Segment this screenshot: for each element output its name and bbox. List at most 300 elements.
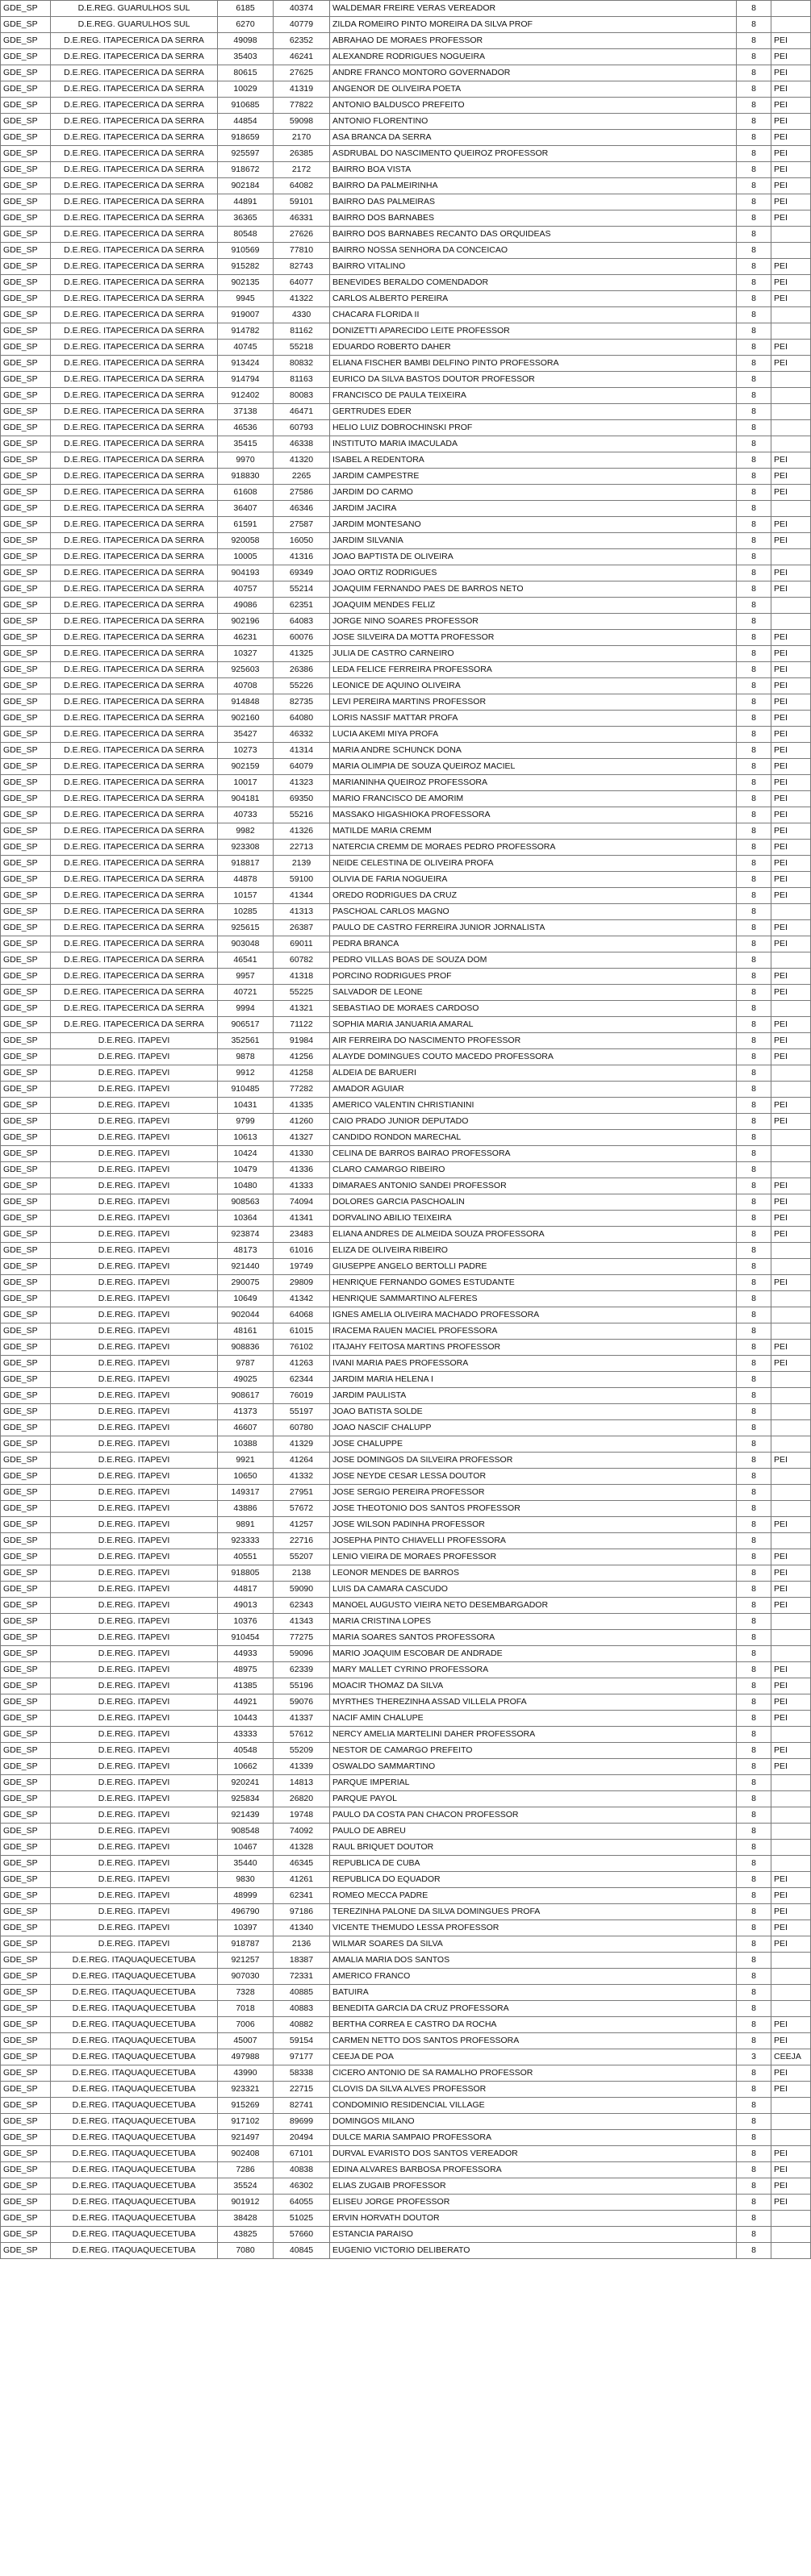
cell-program: PEI — [771, 1033, 811, 1049]
cell-school-name: BERTHA CORREA E CASTRO DA ROCHA — [330, 2017, 737, 2033]
cell-count: 8 — [737, 662, 771, 678]
cell-code: 46536 — [218, 420, 274, 436]
cell-school-name: ELIAS ZUGAIB PROFESSOR — [330, 2178, 737, 2195]
cell-org: GDE_SP — [1, 178, 51, 194]
cell-code: 7328 — [218, 1985, 274, 2001]
cell-org: GDE_SP — [1, 2146, 51, 2162]
table-row — [1, 1791, 811, 1807]
cell-diretoria: D.E.REG. ITAPECERICA DA SERRA — [51, 969, 218, 985]
cell-org: GDE_SP — [1, 985, 51, 1001]
cell-unit-code: 41340 — [274, 1920, 330, 1936]
cell-code: 907030 — [218, 1969, 274, 1985]
cell-program: PEI — [771, 630, 811, 646]
table-row — [1, 1694, 811, 1711]
cell-unit-code: 62344 — [274, 1372, 330, 1388]
cell-program: PEI — [771, 823, 811, 840]
cell-count: 8 — [737, 2098, 771, 2114]
cell-program: PEI — [771, 146, 811, 162]
cell-school-name: ANDRE FRANCO MONTORO GOVERNADOR — [330, 65, 737, 81]
cell-unit-code: 40885 — [274, 1985, 330, 2001]
cell-count: 8 — [737, 1727, 771, 1743]
cell-code: 6185 — [218, 1, 274, 17]
cell-diretoria: D.E.REG. ITAPEVI — [51, 1404, 218, 1420]
cell-diretoria: D.E.REG. ITAPECERICA DA SERRA — [51, 904, 218, 920]
cell-unit-code: 27586 — [274, 485, 330, 501]
cell-count: 8 — [737, 1340, 771, 1356]
cell-unit-code: 64079 — [274, 759, 330, 775]
cell-diretoria: D.E.REG. ITAPECERICA DA SERRA — [51, 49, 218, 65]
cell-code: 9830 — [218, 1872, 274, 1888]
cell-program: PEI — [771, 2065, 811, 2082]
table-row — [1, 952, 811, 969]
table-row — [1, 1775, 811, 1791]
cell-org: GDE_SP — [1, 372, 51, 388]
cell-count: 8 — [737, 356, 771, 372]
cell-unit-code: 55209 — [274, 1743, 330, 1759]
cell-count: 8 — [737, 1130, 771, 1146]
cell-org: GDE_SP — [1, 711, 51, 727]
cell-program: PEI — [771, 1678, 811, 1694]
table-row — [1, 65, 811, 81]
cell-unit-code: 2172 — [274, 162, 330, 178]
cell-count: 8 — [737, 1243, 771, 1259]
cell-school-name: DONIZETTI APARECIDO LEITE PROFESSOR — [330, 323, 737, 340]
cell-count: 8 — [737, 598, 771, 614]
table-row — [1, 872, 811, 888]
cell-school-name: MYRTHES THEREZINHA ASSAD VILLELA PROFA — [330, 1694, 737, 1711]
cell-org: GDE_SP — [1, 1743, 51, 1759]
cell-code: 925834 — [218, 1791, 274, 1807]
cell-unit-code: 19748 — [274, 1807, 330, 1824]
cell-program — [771, 2211, 811, 2227]
table-row — [1, 114, 811, 130]
cell-org: GDE_SP — [1, 1453, 51, 1469]
cell-diretoria: D.E.REG. ITAPECERICA DA SERRA — [51, 646, 218, 662]
cell-diretoria: D.E.REG. ITAPEVI — [51, 1033, 218, 1049]
table-row — [1, 759, 811, 775]
cell-org: GDE_SP — [1, 1662, 51, 1678]
cell-diretoria: D.E.REG. ITAQUAQUECETUBA — [51, 2001, 218, 2017]
cell-school-name: LEONICE DE AQUINO OLIVEIRA — [330, 678, 737, 694]
cell-diretoria: D.E.REG. ITAPECERICA DA SERRA — [51, 130, 218, 146]
table-row — [1, 678, 811, 694]
table-row — [1, 2227, 811, 2243]
cell-school-name: LUCIA AKEMI MIYA PROFA — [330, 727, 737, 743]
cell-count: 8 — [737, 936, 771, 952]
table-row — [1, 1807, 811, 1824]
table-row — [1, 662, 811, 678]
cell-program: PEI — [771, 1211, 811, 1227]
cell-code: 902408 — [218, 2146, 274, 2162]
cell-program — [771, 2243, 811, 2259]
cell-code: 914794 — [218, 372, 274, 388]
cell-org: GDE_SP — [1, 1630, 51, 1646]
cell-code: 149317 — [218, 1485, 274, 1501]
table-row — [1, 340, 811, 356]
table-row — [1, 1049, 811, 1065]
cell-school-name: ALDEIA DE BARUERI — [330, 1065, 737, 1082]
cell-program: PEI — [771, 1098, 811, 1114]
cell-unit-code: 2170 — [274, 130, 330, 146]
cell-program: PEI — [771, 581, 811, 598]
cell-code: 48173 — [218, 1243, 274, 1259]
cell-count: 8 — [737, 1017, 771, 1033]
cell-program: PEI — [771, 1743, 811, 1759]
cell-org: GDE_SP — [1, 1904, 51, 1920]
cell-program: PEI — [771, 759, 811, 775]
cell-program — [771, 1791, 811, 1807]
cell-code: 9912 — [218, 1065, 274, 1082]
cell-org: GDE_SP — [1, 1824, 51, 1840]
cell-org: GDE_SP — [1, 1936, 51, 1953]
table-row — [1, 1162, 811, 1178]
cell-school-name: HELIO LUIZ DOBROCHINSKI PROF — [330, 420, 737, 436]
cell-code: 925597 — [218, 146, 274, 162]
cell-org: GDE_SP — [1, 1856, 51, 1872]
cell-code: 912402 — [218, 388, 274, 404]
cell-code: 80548 — [218, 227, 274, 243]
cell-school-name: HENRIQUE SAMMARTINO ALFERES — [330, 1291, 737, 1307]
table-row — [1, 485, 811, 501]
cell-diretoria: D.E.REG. ITAQUAQUECETUBA — [51, 2178, 218, 2195]
table-row — [1, 1211, 811, 1227]
table-row — [1, 1953, 811, 1969]
cell-diretoria: D.E.REG. ITAPEVI — [51, 1646, 218, 1662]
cell-unit-code: 27587 — [274, 517, 330, 533]
table-row — [1, 936, 811, 952]
cell-org: GDE_SP — [1, 1759, 51, 1775]
table-row — [1, 1549, 811, 1565]
cell-unit-code: 41344 — [274, 888, 330, 904]
cell-school-name: NESTOR DE CAMARGO PREFEITO — [330, 1743, 737, 1759]
cell-diretoria: D.E.REG. ITAPEVI — [51, 1485, 218, 1501]
table-row — [1, 727, 811, 743]
cell-unit-code: 74094 — [274, 1194, 330, 1211]
cell-school-name: RAUL BRIQUET DOUTOR — [330, 1840, 737, 1856]
table-row — [1, 1646, 811, 1662]
cell-unit-code: 41328 — [274, 1840, 330, 1856]
cell-code: 48975 — [218, 1662, 274, 1678]
cell-unit-code: 77282 — [274, 1082, 330, 1098]
cell-program: PEI — [771, 2017, 811, 2033]
table-row — [1, 1356, 811, 1372]
cell-program — [771, 1969, 811, 1985]
cell-program: PEI — [771, 743, 811, 759]
cell-count: 8 — [737, 1194, 771, 1211]
cell-diretoria: D.E.REG. ITAPEVI — [51, 1065, 218, 1082]
cell-program — [771, 307, 811, 323]
cell-count: 8 — [737, 2130, 771, 2146]
cell-unit-code: 77822 — [274, 98, 330, 114]
cell-diretoria: D.E.REG. ITAPECERICA DA SERRA — [51, 81, 218, 98]
cell-code: 10327 — [218, 646, 274, 662]
cell-program: PEI — [771, 1275, 811, 1291]
cell-school-name: BAIRRO NOSSA SENHORA DA CONCEICAO — [330, 243, 737, 259]
cell-org: GDE_SP — [1, 356, 51, 372]
cell-school-name: JARDIM PAULISTA — [330, 1388, 737, 1404]
cell-org: GDE_SP — [1, 49, 51, 65]
table-row — [1, 1678, 811, 1694]
cell-diretoria: D.E.REG. ITAPEVI — [51, 1323, 218, 1340]
cell-program — [771, 549, 811, 565]
cell-org: GDE_SP — [1, 1517, 51, 1533]
cell-unit-code: 61016 — [274, 1243, 330, 1259]
cell-program: PEI — [771, 662, 811, 678]
table-row — [1, 1920, 811, 1936]
cell-diretoria: D.E.REG. ITAQUAQUECETUBA — [51, 2195, 218, 2211]
cell-count: 8 — [737, 291, 771, 307]
cell-org: GDE_SP — [1, 2114, 51, 2130]
cell-program — [771, 1614, 811, 1630]
cell-count: 8 — [737, 146, 771, 162]
cell-org: GDE_SP — [1, 2211, 51, 2227]
cell-diretoria: D.E.REG. ITAPEVI — [51, 1517, 218, 1533]
cell-program — [771, 2227, 811, 2243]
cell-count: 8 — [737, 823, 771, 840]
cell-count: 8 — [737, 1759, 771, 1775]
cell-program — [771, 2001, 811, 2017]
table-row — [1, 1711, 811, 1727]
cell-program: PEI — [771, 2178, 811, 2195]
cell-code: 46607 — [218, 1420, 274, 1436]
cell-unit-code: 60076 — [274, 630, 330, 646]
cell-unit-code: 57672 — [274, 1501, 330, 1517]
cell-code: 43886 — [218, 1501, 274, 1517]
cell-code: 40733 — [218, 807, 274, 823]
cell-code: 920058 — [218, 533, 274, 549]
cell-program: PEI — [771, 291, 811, 307]
cell-diretoria: D.E.REG. ITAPEVI — [51, 1178, 218, 1194]
cell-count: 8 — [737, 2146, 771, 2162]
cell-school-name: ELIANA FISCHER BAMBI DELFINO PINTO PROFESSORA — [330, 356, 737, 372]
cell-code: 7018 — [218, 2001, 274, 2017]
cell-unit-code: 41316 — [274, 549, 330, 565]
cell-diretoria: D.E.REG. ITAPEVI — [51, 1114, 218, 1130]
cell-diretoria: D.E.REG. ITAQUAQUECETUBA — [51, 2049, 218, 2065]
cell-school-name: CEEJA DE POA — [330, 2049, 737, 2065]
cell-unit-code: 64080 — [274, 711, 330, 727]
cell-unit-code: 64082 — [274, 178, 330, 194]
cell-org: GDE_SP — [1, 2195, 51, 2211]
cell-school-name: MOACIR THOMAZ DA SILVA — [330, 1678, 737, 1694]
cell-org: GDE_SP — [1, 2017, 51, 2033]
cell-diretoria: D.E.REG. ITAPECERICA DA SERRA — [51, 162, 218, 178]
cell-count: 8 — [737, 1, 771, 17]
cell-diretoria: D.E.REG. ITAPECERICA DA SERRA — [51, 178, 218, 194]
cell-diretoria: D.E.REG. ITAQUAQUECETUBA — [51, 2082, 218, 2098]
cell-program — [771, 1307, 811, 1323]
cell-org: GDE_SP — [1, 1114, 51, 1130]
cell-school-name: JOAO NASCIF CHALUPP — [330, 1420, 737, 1436]
table-row — [1, 614, 811, 630]
table-row — [1, 775, 811, 791]
cell-code: 40745 — [218, 340, 274, 356]
cell-code: 46231 — [218, 630, 274, 646]
cell-code: 10029 — [218, 81, 274, 98]
cell-code: 10397 — [218, 1920, 274, 1936]
cell-code: 43333 — [218, 1727, 274, 1743]
cell-diretoria: D.E.REG. ITAPECERICA DA SERRA — [51, 469, 218, 485]
cell-program: PEI — [771, 533, 811, 549]
cell-school-name: DORVALINO ABILIO TEIXEIRA — [330, 1211, 737, 1227]
cell-count: 8 — [737, 1614, 771, 1630]
cell-count: 8 — [737, 1372, 771, 1388]
table-row — [1, 1001, 811, 1017]
cell-code: 903048 — [218, 936, 274, 952]
cell-unit-code: 18387 — [274, 1953, 330, 1969]
cell-org: GDE_SP — [1, 1436, 51, 1453]
cell-count: 8 — [737, 1888, 771, 1904]
cell-program — [771, 2114, 811, 2130]
cell-unit-code: 14813 — [274, 1775, 330, 1791]
cell-diretoria: D.E.REG. ITAPECERICA DA SERRA — [51, 791, 218, 807]
cell-code: 44854 — [218, 114, 274, 130]
cell-program: PEI — [771, 985, 811, 1001]
cell-code: 923333 — [218, 1533, 274, 1549]
cell-school-name: ANTONIO FLORENTINO — [330, 114, 737, 130]
cell-count: 8 — [737, 807, 771, 823]
cell-school-name: CELINA DE BARROS BAIRAO PROFESSORA — [330, 1146, 737, 1162]
cell-org: GDE_SP — [1, 2178, 51, 2195]
cell-code: 44817 — [218, 1582, 274, 1598]
table-row — [1, 194, 811, 210]
cell-unit-code: 29809 — [274, 1275, 330, 1291]
cell-code: 920241 — [218, 1775, 274, 1791]
cell-code: 497988 — [218, 2049, 274, 2065]
cell-diretoria: D.E.REG. ITAPEVI — [51, 1340, 218, 1356]
cell-school-name: CLOVIS DA SILVA ALVES PROFESSOR — [330, 2082, 737, 2098]
cell-unit-code: 62351 — [274, 598, 330, 614]
cell-code: 41385 — [218, 1678, 274, 1694]
cell-program — [771, 501, 811, 517]
cell-code: 36407 — [218, 501, 274, 517]
cell-program — [771, 2098, 811, 2114]
cell-program: PEI — [771, 1694, 811, 1711]
cell-count: 8 — [737, 2162, 771, 2178]
cell-unit-code: 41321 — [274, 1001, 330, 1017]
cell-diretoria: D.E.REG. ITAPEVI — [51, 1372, 218, 1388]
cell-diretoria: D.E.REG. ITAPECERICA DA SERRA — [51, 404, 218, 420]
table-row — [1, 1533, 811, 1549]
cell-program: PEI — [771, 275, 811, 291]
cell-unit-code: 62343 — [274, 1598, 330, 1614]
cell-org: GDE_SP — [1, 33, 51, 49]
cell-unit-code: 41327 — [274, 1130, 330, 1146]
table-row — [1, 404, 811, 420]
cell-org: GDE_SP — [1, 1646, 51, 1662]
cell-code: 902196 — [218, 614, 274, 630]
cell-program — [771, 17, 811, 33]
cell-code: 918817 — [218, 856, 274, 872]
cell-school-name: ZILDA ROMEIRO PINTO MOREIRA DA SILVA PROF — [330, 17, 737, 33]
table-row — [1, 1453, 811, 1469]
cell-diretoria: D.E.REG. ITAPECERICA DA SERRA — [51, 823, 218, 840]
cell-school-name: SEBASTIAO DE MORAES CARDOSO — [330, 1001, 737, 1017]
cell-count: 8 — [737, 49, 771, 65]
table-row — [1, 259, 811, 275]
cell-diretoria: D.E.REG. ITAPEVI — [51, 1904, 218, 1920]
cell-code: 10017 — [218, 775, 274, 791]
cell-diretoria: D.E.REG. ITAQUAQUECETUBA — [51, 1953, 218, 1969]
cell-org: GDE_SP — [1, 823, 51, 840]
cell-count: 8 — [737, 904, 771, 920]
cell-unit-code: 60780 — [274, 1420, 330, 1436]
cell-program: PEI — [771, 856, 811, 872]
cell-program: PEI — [771, 694, 811, 711]
table-row — [1, 1291, 811, 1307]
cell-school-name: PAULO DA COSTA PAN CHACON PROFESSOR — [330, 1807, 737, 1824]
cell-program: PEI — [771, 840, 811, 856]
table-row — [1, 1033, 811, 1049]
cell-unit-code: 40883 — [274, 2001, 330, 2017]
cell-school-name: JOAQUIM MENDES FELIZ — [330, 598, 737, 614]
table-row — [1, 1501, 811, 1517]
cell-count: 8 — [737, 1291, 771, 1307]
cell-program — [771, 388, 811, 404]
cell-org: GDE_SP — [1, 146, 51, 162]
cell-school-name: MARIO JOAQUIM ESCOBAR DE ANDRADE — [330, 1646, 737, 1662]
cell-count: 8 — [737, 501, 771, 517]
cell-code: 36365 — [218, 210, 274, 227]
cell-count: 8 — [737, 1743, 771, 1759]
cell-org: GDE_SP — [1, 275, 51, 291]
cell-count: 8 — [737, 81, 771, 98]
cell-unit-code: 46338 — [274, 436, 330, 452]
cell-code: 9799 — [218, 1114, 274, 1130]
cell-school-name: CONDOMINIO RESIDENCIAL VILLAGE — [330, 2098, 737, 2114]
cell-program: PEI — [771, 469, 811, 485]
cell-code: 906517 — [218, 1017, 274, 1033]
table-row — [1, 1824, 811, 1840]
cell-school-name: WALDEMAR FREIRE VERAS VEREADOR — [330, 1, 737, 17]
cell-code: 40721 — [218, 985, 274, 1001]
cell-school-name: ERVIN HORVATH DOUTOR — [330, 2211, 737, 2227]
cell-code: 40548 — [218, 1743, 274, 1759]
cell-unit-code: 59100 — [274, 872, 330, 888]
cell-school-name: CICERO ANTONIO DE SA RAMALHO PROFESSOR — [330, 2065, 737, 2082]
cell-diretoria: D.E.REG. ITAPEVI — [51, 1227, 218, 1243]
cell-unit-code: 41313 — [274, 904, 330, 920]
cell-count: 8 — [737, 1630, 771, 1646]
cell-unit-code: 80083 — [274, 388, 330, 404]
cell-school-name: JARDIM MONTESANO — [330, 517, 737, 533]
cell-count: 8 — [737, 1388, 771, 1404]
cell-count: 8 — [737, 1646, 771, 1662]
cell-school-name: EDINA ALVARES BARBOSA PROFESSORA — [330, 2162, 737, 2178]
cell-unit-code: 81163 — [274, 372, 330, 388]
cell-org: GDE_SP — [1, 1549, 51, 1565]
cell-code: 10613 — [218, 1130, 274, 1146]
cell-diretoria: D.E.REG. ITAPECERICA DA SERRA — [51, 775, 218, 791]
cell-code: 918787 — [218, 1936, 274, 1953]
table-row — [1, 323, 811, 340]
cell-school-name: MARIA OLIMPIA DE SOUZA QUEIROZ MACIEL — [330, 759, 737, 775]
table-row — [1, 1743, 811, 1759]
cell-code: 10364 — [218, 1211, 274, 1227]
cell-count: 8 — [737, 162, 771, 178]
cell-org: GDE_SP — [1, 1872, 51, 1888]
table-row — [1, 178, 811, 194]
table-row — [1, 146, 811, 162]
cell-code: 45007 — [218, 2033, 274, 2049]
cell-unit-code: 41264 — [274, 1453, 330, 1469]
table-row — [1, 1098, 811, 1114]
cell-program: PEI — [771, 210, 811, 227]
cell-count: 8 — [737, 340, 771, 356]
cell-code: 35524 — [218, 2178, 274, 2195]
table-row — [1, 646, 811, 662]
cell-unit-code: 55216 — [274, 807, 330, 823]
